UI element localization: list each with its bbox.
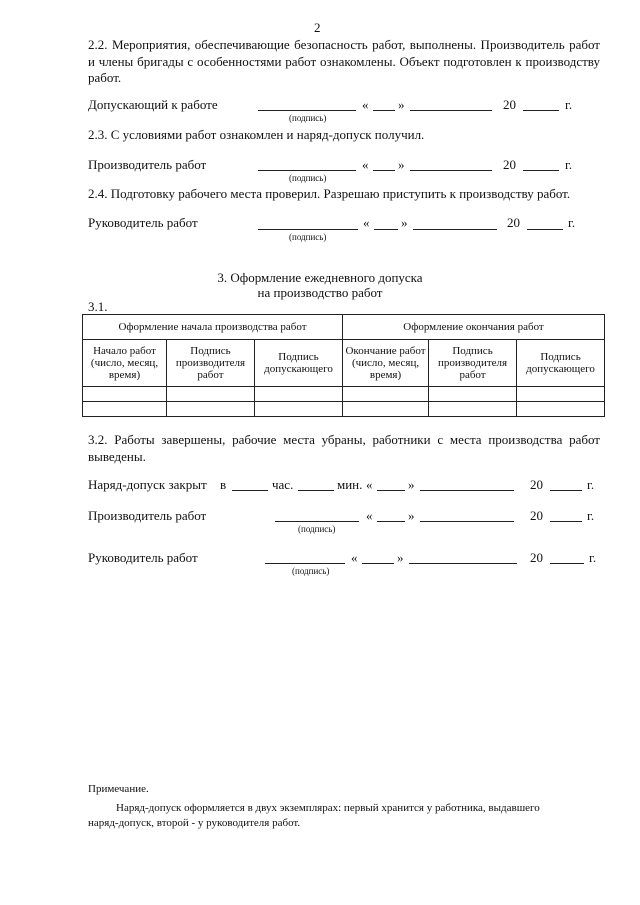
signature-line[interactable] (265, 563, 345, 564)
table-cell[interactable] (429, 402, 517, 417)
quote-open: « (362, 157, 369, 172)
role-manager: Руководитель работ (88, 215, 198, 230)
table-cell[interactable] (343, 387, 429, 402)
quote-close: » (401, 215, 408, 230)
table-cell[interactable] (167, 387, 255, 402)
year-suffix: г. (587, 477, 595, 492)
year-prefix: 20 (530, 550, 543, 565)
year-suffix: г. (589, 550, 597, 565)
month-line[interactable] (420, 490, 514, 491)
col-producer-signature-start: Подпись производителя работ (167, 340, 255, 387)
quote-open: « (363, 215, 370, 230)
in-word: в (220, 477, 227, 492)
year-prefix: 20 (503, 157, 516, 172)
note-line-1: Наряд-допуск оформляется в двух экземплярах: первый хранится у работника, выдавшего (116, 802, 540, 814)
signature-caption: (подпись) (292, 566, 330, 576)
quote-open: « (351, 550, 358, 565)
year-line[interactable] (550, 563, 584, 564)
quote-close: » (408, 508, 415, 523)
table-cell[interactable] (429, 387, 517, 402)
signature-line[interactable] (258, 110, 356, 111)
signature-caption: (подпись) (289, 173, 327, 183)
note-heading: Примечание. (88, 783, 149, 795)
signature-line[interactable] (275, 521, 359, 522)
signature-line[interactable] (258, 170, 356, 171)
day-line[interactable] (374, 229, 398, 230)
signature-caption: (подпись) (298, 524, 336, 534)
role-manager: Руководитель работ (88, 550, 198, 565)
year-line[interactable] (550, 521, 582, 522)
section-3-2-text: 3.2. Работы завершены, рабочие места убраны, работники с места производства работ выведены. (88, 432, 600, 464)
table-cell[interactable] (83, 387, 167, 402)
section-2-3-text: 2.3. С условиями работ ознакомлен и наряд-допуск получил. (88, 127, 425, 142)
page-number: 2 (314, 20, 321, 35)
minute-word: мин. (337, 477, 363, 492)
table-cell[interactable] (343, 402, 429, 417)
section-3-title-line2: на производство работ (257, 285, 383, 300)
year-line[interactable] (523, 170, 559, 171)
year-suffix: г. (568, 215, 576, 230)
year-line[interactable] (523, 110, 559, 111)
signature-line[interactable] (258, 229, 358, 230)
hour-line[interactable] (232, 490, 268, 491)
day-line[interactable] (377, 521, 405, 522)
role-admitting: Допускающий к работе (88, 97, 218, 112)
table-group-end: Оформление окончания работ (343, 315, 605, 340)
role-producer: Производитель работ (88, 157, 207, 172)
table-cell[interactable] (83, 402, 167, 417)
quote-open: « (362, 97, 369, 112)
col-producer-signature-end: Подпись производителя работ (429, 340, 517, 387)
role-producer: Производитель работ (88, 508, 207, 523)
section-2-4-text: 2.4. Подготовку рабочего места проверил. Разрешаю приступить к производству работ. (88, 186, 571, 201)
table-row (83, 402, 605, 417)
daily-admission-table (82, 314, 605, 417)
table-cell[interactable] (517, 387, 605, 402)
section-3-1-number: 3.1. (88, 299, 108, 314)
hour-word: час. (272, 477, 294, 492)
col-end-date: Окончание работ (число, месяц, время) (343, 340, 429, 387)
day-line[interactable] (362, 563, 394, 564)
month-line[interactable] (410, 170, 492, 171)
year-suffix: г. (587, 508, 595, 523)
quote-open: « (366, 508, 373, 523)
quote-close: » (397, 550, 404, 565)
table-cell[interactable] (167, 402, 255, 417)
minute-line[interactable] (298, 490, 334, 491)
quote-close: » (398, 97, 405, 112)
year-suffix: г. (565, 157, 573, 172)
day-line[interactable] (373, 170, 395, 171)
year-prefix: 20 (507, 215, 520, 230)
table-cell[interactable] (255, 402, 343, 417)
col-admitter-signature-end: Подпись допускающего (517, 340, 605, 387)
month-line[interactable] (409, 563, 517, 564)
year-suffix: г. (565, 97, 573, 112)
col-admitter-signature-start: Подпись допускающего (255, 340, 343, 387)
quote-open: « (366, 477, 373, 492)
day-line[interactable] (377, 490, 405, 491)
col-start-date: Начало работ (число, месяц, время) (83, 340, 167, 387)
month-line[interactable] (413, 229, 497, 230)
note-line-2: наряд-допуск, второй - у руководителя работ. (88, 817, 301, 829)
month-line[interactable] (410, 110, 492, 111)
section-3-title-line1: 3. Оформление ежедневного допуска (217, 270, 423, 285)
year-prefix: 20 (530, 508, 543, 523)
quote-close: » (408, 477, 415, 492)
quote-close: » (398, 157, 405, 172)
year-prefix: 20 (503, 97, 516, 112)
signature-caption: (подпись) (289, 113, 327, 123)
year-prefix: 20 (530, 477, 543, 492)
year-line[interactable] (550, 490, 582, 491)
table-group-start: Оформление начала производства работ (83, 315, 343, 340)
table-cell[interactable] (517, 402, 605, 417)
table-row (83, 387, 605, 402)
day-line[interactable] (373, 110, 395, 111)
table-cell[interactable] (255, 387, 343, 402)
year-line[interactable] (527, 229, 563, 230)
signature-caption: (подпись) (289, 232, 327, 242)
month-line[interactable] (420, 521, 514, 522)
closed-label: Наряд-допуск закрыт (88, 477, 207, 492)
section-2-2-text: 2.2. Мероприятия, обеспечивающие безопасность работ, выполнены. Производитель работ и члены бригады с особенностями работ ознакомлены. Объект подготовлен к производству работ. (88, 37, 600, 85)
